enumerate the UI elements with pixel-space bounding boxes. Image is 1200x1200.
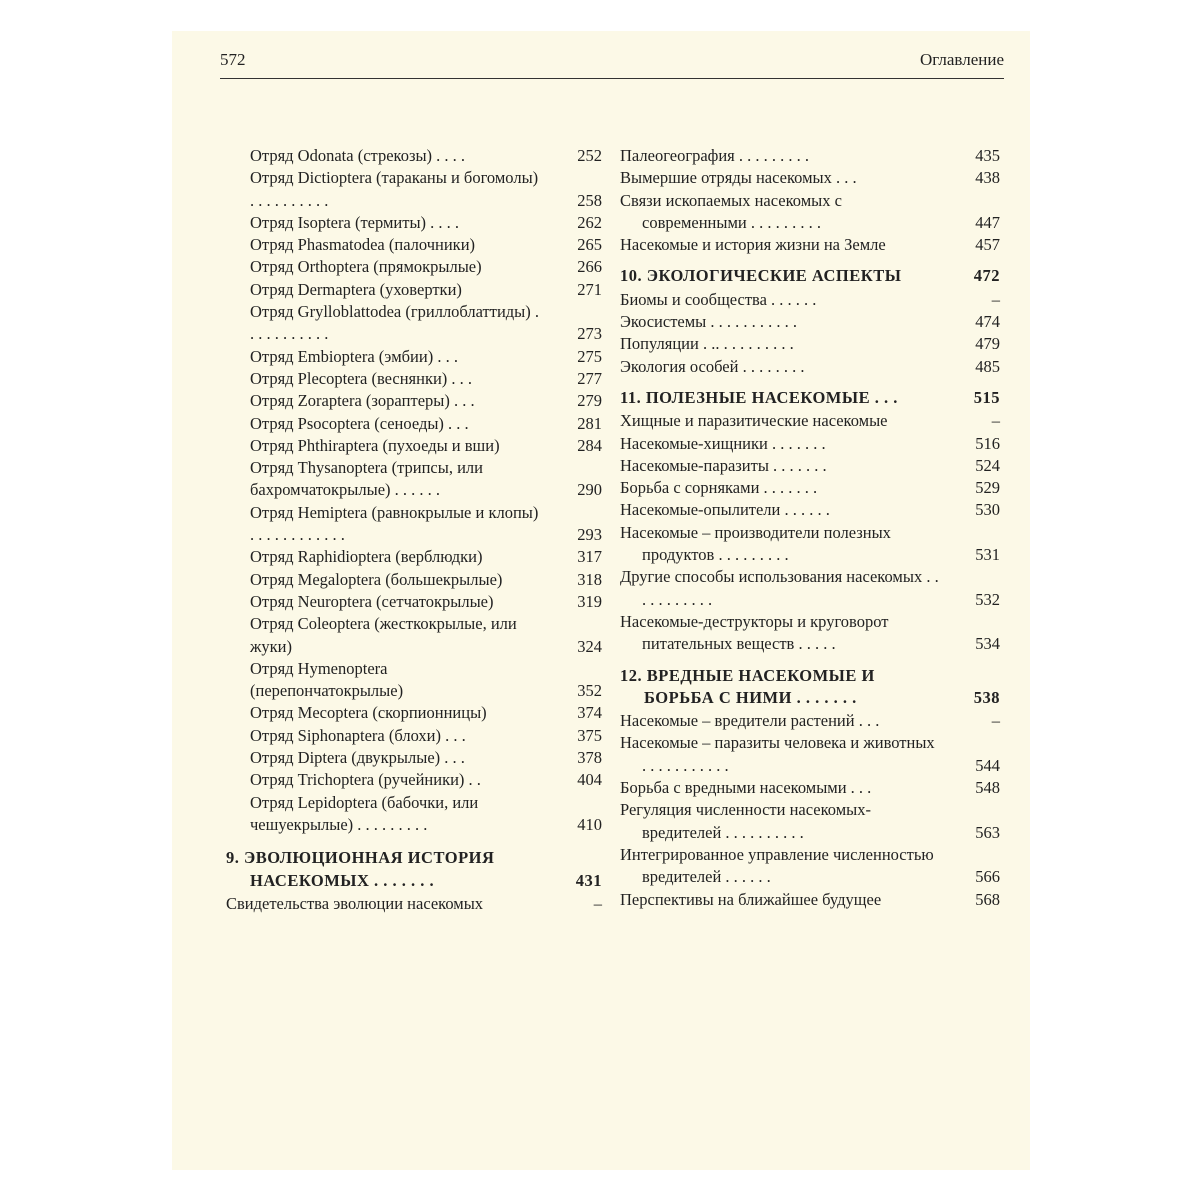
toc-entry-title: Отряд Megaloptera (большекрылые) bbox=[250, 569, 503, 589]
toc-entry-title: 10. ЭКОЛОГИЧЕСКИЕ АСПЕКТЫ bbox=[620, 266, 902, 286]
toc-entry-page: 324 bbox=[577, 636, 602, 656]
toc-entry-title: Насекомые-хищники . . . . . . . bbox=[620, 433, 826, 453]
toc-entry bbox=[620, 566, 1000, 611]
toc-entry-page: 538 bbox=[973, 687, 1000, 707]
toc-entry-title: Отряд Neuroptera (сетчатокрылые) bbox=[250, 591, 494, 611]
toc-entry-page: 472 bbox=[973, 266, 1000, 286]
toc-entry-page: 262 bbox=[577, 212, 602, 232]
toc-entry-title: Насекомые-паразиты . . . . . . . bbox=[620, 455, 827, 475]
toc-entry-page: 531 bbox=[975, 545, 1000, 565]
toc-entry bbox=[620, 844, 1000, 889]
toc-entry bbox=[620, 356, 1000, 378]
toc-entry bbox=[226, 457, 602, 502]
toc-entry-title: Насекомые – вредители растений . . . bbox=[620, 711, 880, 731]
toc-entry bbox=[620, 145, 1000, 167]
toc-entry bbox=[226, 613, 602, 658]
toc-entry bbox=[226, 725, 602, 747]
toc-entry-page: 548 bbox=[975, 778, 1000, 798]
toc-entry-title: Отряд Psocoptera (сеноеды) . . . bbox=[250, 413, 469, 433]
toc-entry bbox=[620, 889, 1000, 911]
toc-entry-title: Отряд Phasmatodea (палочники) bbox=[250, 235, 476, 255]
toc-entry bbox=[226, 301, 602, 346]
toc-entry-page: 474 bbox=[975, 312, 1000, 332]
toc-entry-page: 378 bbox=[577, 748, 602, 768]
toc-entry-title: Отряд Hemiptera (равнокрылые и клопы) . . . . . . . . . . . . bbox=[250, 502, 539, 545]
toc-entry bbox=[226, 702, 602, 724]
toc-entry bbox=[620, 289, 1000, 311]
toc-entry-title: Насекомые – производители полезных продуктов . . . . . . . . . bbox=[620, 522, 891, 565]
toc-entry-page: 284 bbox=[577, 435, 602, 455]
toc-entry-page: 566 bbox=[975, 867, 1000, 887]
toc-entry-title: 12. ВРЕДНЫЕ НАСЕКОМЫЕ И БОРЬБА С НИМИ . . . . . . . bbox=[620, 665, 875, 707]
toc-entry-page: 319 bbox=[577, 591, 602, 611]
toc-entry-page: 435 bbox=[975, 146, 1000, 165]
toc-entry-title: Хищные и паразитические насекомые bbox=[620, 411, 888, 431]
toc-entry-title: Экосистемы . . . . . . . . . . . bbox=[620, 312, 798, 332]
toc-entry bbox=[620, 190, 1000, 235]
toc-entry bbox=[226, 502, 602, 547]
toc-entry-title: Отряд Raphidioptera (верблюдки) bbox=[250, 547, 483, 567]
toc-entry bbox=[226, 413, 602, 435]
toc-entry bbox=[620, 710, 1000, 732]
toc-entry bbox=[226, 658, 602, 703]
toc-entry-page: 277 bbox=[577, 368, 602, 388]
toc-entry-title: Отряд Odonata (стрекозы) . . . . bbox=[250, 146, 466, 165]
toc-entry-title: Отряд Siphonaptera (блохи) . . . bbox=[250, 725, 466, 745]
toc-entry bbox=[226, 792, 602, 837]
toc-entry-page: 374 bbox=[577, 703, 602, 723]
toc-entry bbox=[226, 435, 602, 457]
toc-entry-title: Связи ископаемых насекомых с современными . . . . . . . . . bbox=[620, 190, 842, 232]
toc-entry-title: Отряд Coleoptera (жесткокрылые, или жуки) bbox=[250, 614, 517, 656]
toc-entry-page: 544 bbox=[975, 755, 1000, 775]
toc-entry-page: 438 bbox=[975, 168, 1000, 188]
toc-entry-page: 252 bbox=[577, 146, 602, 165]
toc-entry-title: Насекомые-опылители . . . . . . bbox=[620, 500, 830, 520]
toc-chapter-heading bbox=[620, 265, 1000, 287]
toc-entry-title: Отряд Trichoptera (ручейники) . . bbox=[250, 770, 481, 790]
toc-entry-title: Отряд Grylloblattodea (гриллоблаттиды) . . . . . . . . . . . bbox=[250, 302, 540, 344]
toc-entry-title: Отряд Zoraptera (зорaптеры) . . . bbox=[250, 391, 475, 411]
toc-entry-title: Отряд Isoptera (термиты) . . . . bbox=[250, 212, 460, 232]
toc-entry-title: Борьба с вредными насекомыми . . . bbox=[620, 778, 872, 798]
toc-entry-title: Биомы и сообщества . . . . . . bbox=[620, 289, 817, 309]
toc-entry-title: 11. ПОЛЕЗНЫЕ НАСЕКОМЫЕ . . . bbox=[620, 387, 898, 407]
toc-entry-title: Регуляция численности насекомых-вредителей . . . . . . . . . . bbox=[620, 800, 871, 842]
toc-entry bbox=[226, 769, 602, 791]
toc-entry bbox=[620, 477, 1000, 499]
toc-entry bbox=[620, 522, 1000, 567]
toc-entry-page: 410 bbox=[577, 814, 602, 834]
toc-chapter-heading bbox=[226, 847, 602, 892]
toc-entry-page: 563 bbox=[975, 822, 1000, 842]
toc-entry-title: Перспективы на ближайшее будущее bbox=[620, 889, 882, 909]
toc-entry bbox=[226, 234, 602, 256]
toc-entry bbox=[620, 799, 1000, 844]
toc-chapter-heading bbox=[620, 665, 1000, 710]
toc-entry-page: 258 bbox=[577, 190, 602, 210]
toc-entry-page: – bbox=[991, 411, 1000, 431]
toc-entry bbox=[226, 569, 602, 591]
toc-entry-title: Насекомые-деструкторы и круговорот питательных веществ . . . . . bbox=[620, 611, 889, 654]
toc-entry-title: Отряд Lepidoptera (бабочки, или чешуекрылые) . . . . . . . . . bbox=[250, 792, 479, 834]
toc-entry-page: – bbox=[991, 711, 1000, 731]
toc-entry-title: Отряд Hymenoptera (перепончатокрылые) bbox=[250, 658, 404, 701]
toc-entry-page: 375 bbox=[577, 725, 602, 745]
toc-entry bbox=[620, 410, 1000, 432]
toc-entry-title: Отряд Mecoptera (скорпионницы) bbox=[250, 703, 487, 723]
toc-entry-page: 352 bbox=[577, 681, 602, 701]
toc-entry-title: Отряд Plecoptera (веснянки) . . . bbox=[250, 368, 473, 388]
toc-entry-page: 485 bbox=[975, 356, 1000, 376]
toc-entry-page: 275 bbox=[577, 346, 602, 366]
toc-entry-page: – bbox=[991, 289, 1000, 309]
toc-entry-page: 271 bbox=[577, 279, 602, 299]
toc-chapter-heading bbox=[620, 387, 1000, 409]
page-number: 572 bbox=[220, 50, 246, 69]
toc-entry bbox=[620, 167, 1000, 189]
toc-entry-page: 529 bbox=[975, 478, 1000, 498]
toc-entry bbox=[226, 346, 602, 368]
toc-right-column bbox=[620, 145, 1000, 911]
toc-entry-page: 568 bbox=[975, 889, 1000, 909]
toc-entry-title: Экология особей . . . . . . . . bbox=[620, 356, 805, 376]
toc-entry bbox=[620, 499, 1000, 521]
toc-entry bbox=[620, 311, 1000, 333]
toc-entry-title: Популяции . .. . . . . . . . . . bbox=[620, 334, 794, 354]
toc-entry-title: Насекомые и история жизни на Земле bbox=[620, 235, 886, 255]
toc-entry-page: 290 bbox=[577, 480, 602, 500]
toc-entry-page: 317 bbox=[577, 547, 602, 567]
toc-entry-page: – bbox=[593, 893, 602, 913]
toc-left-column bbox=[226, 145, 602, 915]
toc-entry bbox=[226, 368, 602, 390]
section-title: Оглавление bbox=[920, 50, 1004, 69]
toc-entry-page: 447 bbox=[975, 212, 1000, 232]
toc-entry-page: 281 bbox=[577, 413, 602, 433]
toc-entry bbox=[226, 145, 602, 167]
toc-entry bbox=[226, 256, 602, 278]
toc-entry-page: 273 bbox=[577, 324, 602, 344]
toc-entry-title: 9. ЭВОЛЮЦИОННАЯ ИСТОРИЯ НАСЕКОМЫХ . . . . . . . bbox=[226, 848, 495, 890]
toc-entry-page: 530 bbox=[975, 500, 1000, 520]
toc-entry-page: 404 bbox=[577, 770, 602, 790]
toc-entry-title: Свидетельства эволюции насекомых bbox=[226, 893, 484, 913]
toc-entry bbox=[620, 732, 1000, 777]
toc-entry-title: Борьба с сорняками . . . . . . . bbox=[620, 478, 818, 498]
toc-entry-title: Отряд Dictioptera (тараканы и богомолы) . . . . . . . . . . bbox=[250, 168, 539, 210]
toc-entry-title: Интегрированное управление численностью вредителей . . . . . . bbox=[620, 844, 934, 887]
toc-entry-page: 516 bbox=[975, 433, 1000, 453]
toc-entry-page: 479 bbox=[975, 334, 1000, 354]
toc-entry-title: Вымершие отряды насекомых . . . bbox=[620, 168, 857, 188]
toc-entry bbox=[620, 234, 1000, 256]
toc-entry-page: 524 bbox=[975, 455, 1000, 475]
toc-entry bbox=[226, 390, 602, 412]
toc-entry bbox=[620, 433, 1000, 455]
toc-entry bbox=[620, 611, 1000, 656]
toc-entry-page: 265 bbox=[577, 235, 602, 255]
toc-entry bbox=[620, 333, 1000, 355]
toc-entry-page: 534 bbox=[975, 634, 1000, 654]
toc-entry bbox=[226, 279, 602, 301]
toc-entry-page: 515 bbox=[973, 387, 1000, 407]
toc-entry-title: Палеогеография . . . . . . . . . bbox=[620, 146, 810, 165]
toc-entry-page: 457 bbox=[975, 235, 1000, 255]
toc-entry bbox=[226, 747, 602, 769]
running-header bbox=[220, 48, 1004, 79]
toc-entry-title: Отряд Embioptera (эмбии) . . . bbox=[250, 346, 458, 366]
toc-entry bbox=[226, 212, 602, 234]
toc-entry-title: Отряд Diptera (двукрылые) . . . bbox=[250, 748, 465, 768]
toc-entry-title: Отряд Orthoptera (прямокрылые) bbox=[250, 257, 482, 277]
toc-entry-title: Отряд Thysanoptera (трипсы, или бахромчатокрылые) . . . . . . bbox=[250, 458, 483, 500]
toc-entry-page: 279 bbox=[577, 391, 602, 411]
toc-entry-page: 431 bbox=[575, 870, 602, 890]
toc-entry-title: Отряд Dermaptera (уховертки) bbox=[250, 279, 462, 299]
toc-entry bbox=[620, 455, 1000, 477]
toc-entry bbox=[620, 777, 1000, 799]
toc-entry bbox=[226, 591, 602, 613]
toc-entry-title: Другие способы использования насекомых . . . . . . . . . . . bbox=[620, 567, 939, 609]
toc-entry-title: Насекомые – паразиты человека и животных . . . . . . . . . . . bbox=[620, 733, 935, 775]
toc-entry bbox=[226, 167, 602, 212]
toc-entry bbox=[226, 546, 602, 568]
toc-entry-page: 532 bbox=[975, 589, 1000, 609]
toc-entry-title: Отряд Phthiraptera (пухоеды и вши) bbox=[250, 435, 500, 455]
toc-entry-page: 318 bbox=[577, 569, 602, 589]
toc-entry bbox=[226, 893, 602, 915]
toc-entry-page: 293 bbox=[577, 525, 602, 545]
toc-entry-page: 266 bbox=[577, 257, 602, 277]
